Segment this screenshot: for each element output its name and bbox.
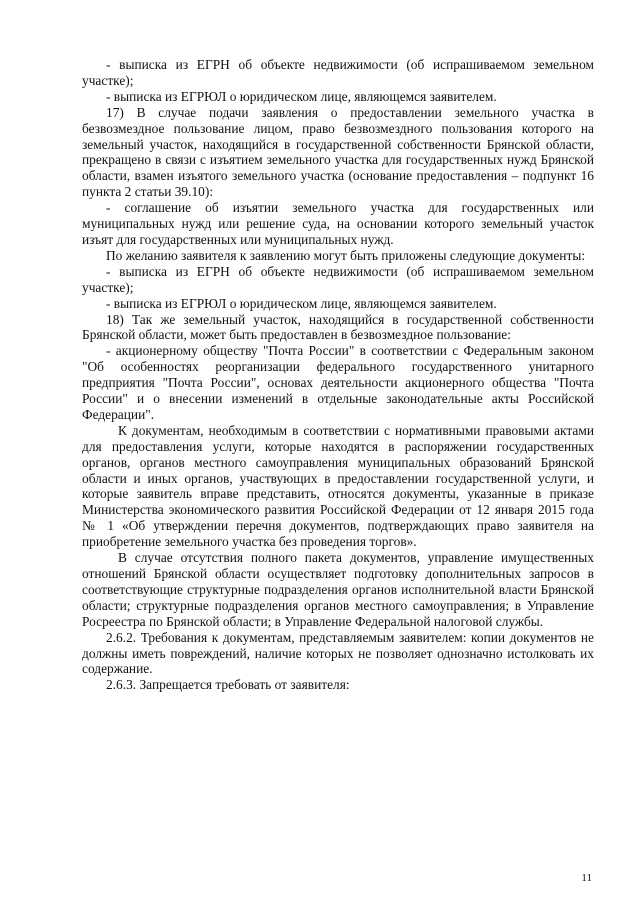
paragraph: - соглашение об изъятии земельного участка для государственных или муниципальных нужд или решение суда, на основании которого земельный участок изъят для государственных или муниципальных нужд. <box>82 200 594 247</box>
paragraph: 18) Так же земельный участок, находящийся в государственной собственности Брянской области, может быть предоставлен в безвозмездное пользование: <box>82 311 594 343</box>
paragraph: В случае отсутствия полного пакета документов, управление имущественных отношений Брянской области осуществляет подготовку дополнительных запросов в соответствующие структурные подразделения органов исполнительной власти Брянской области; структурные подразделения органов местного самоуправления; в Управление Росреестра по Брянской области; в Управление Федеральной налоговой службы. <box>82 550 594 629</box>
paragraph: - выписка из ЕГРЮЛ о юридическом лице, являющемся заявителем. <box>106 295 497 311</box>
paragraph: - выписка из ЕГРЮЛ о юридическом лице, являющемся заявителем. <box>106 88 497 104</box>
document-body <box>82 57 594 693</box>
paragraph: К документам, необходимым в соответствии с нормативными правовыми актами для предоставления услуги, которые находятся в распоряжении государственных органов, органов местного самоуправления муниципальных образований Брянской области и иных органов, участвующих в предоставлении государственной услуги, и которые заявитель вправе представить, относятся документы, указанные в приказе Министерства экономического развития Российской Федерации от 12 января 2015 года № 1 «Об утверждении перечня документов, подтверждающих право заявителя на приобретение земельного участка без проведения торгов». <box>82 422 594 550</box>
paragraph: 2.6.2. Требования к документам, представляемым заявителем: копии документов не должны иметь повреждений, наличие которых не позволяет однозначно истолковать их содержание. <box>82 629 594 677</box>
paragraph: 2.6.3. Запрещается требовать от заявителя: <box>106 677 350 693</box>
page-number: 11 <box>581 872 592 884</box>
paragraph: 17) В случае подачи заявления о предоставлении земельного участка в безвозмездное пользование лицом, право безвозмездного пользования которого на земельный участок, находящийся в государственной собственности Брянской области, прекращено в связи с изъятием земельного участка для государственных нужд Брянской области, взамен изъятого земельного участка (основание предоставления – подпункт 16 пункта 2 статьи 39.10): <box>82 104 594 200</box>
paragraph: - акционерному обществу "Почта России" в соответствии с Федеральным законом "Об особенностях реорганизации федерального государственного унитарного предприятия "Почта России", основах деятельности акционерного общества "Почта России" и о внесении изменений в отдельные законодательные акты Российской Федерации". <box>82 343 594 422</box>
paragraph: По желанию заявителя к заявлению могут быть приложены следующие документы: <box>106 247 586 263</box>
paragraph: - выписка из ЕГРН об объекте недвижимости (об испрашиваемом земельном участке); <box>82 263 594 295</box>
paragraph: - выписка из ЕГРН об объекте недвижимости (об испрашиваемом земельном участке); <box>82 57 594 88</box>
